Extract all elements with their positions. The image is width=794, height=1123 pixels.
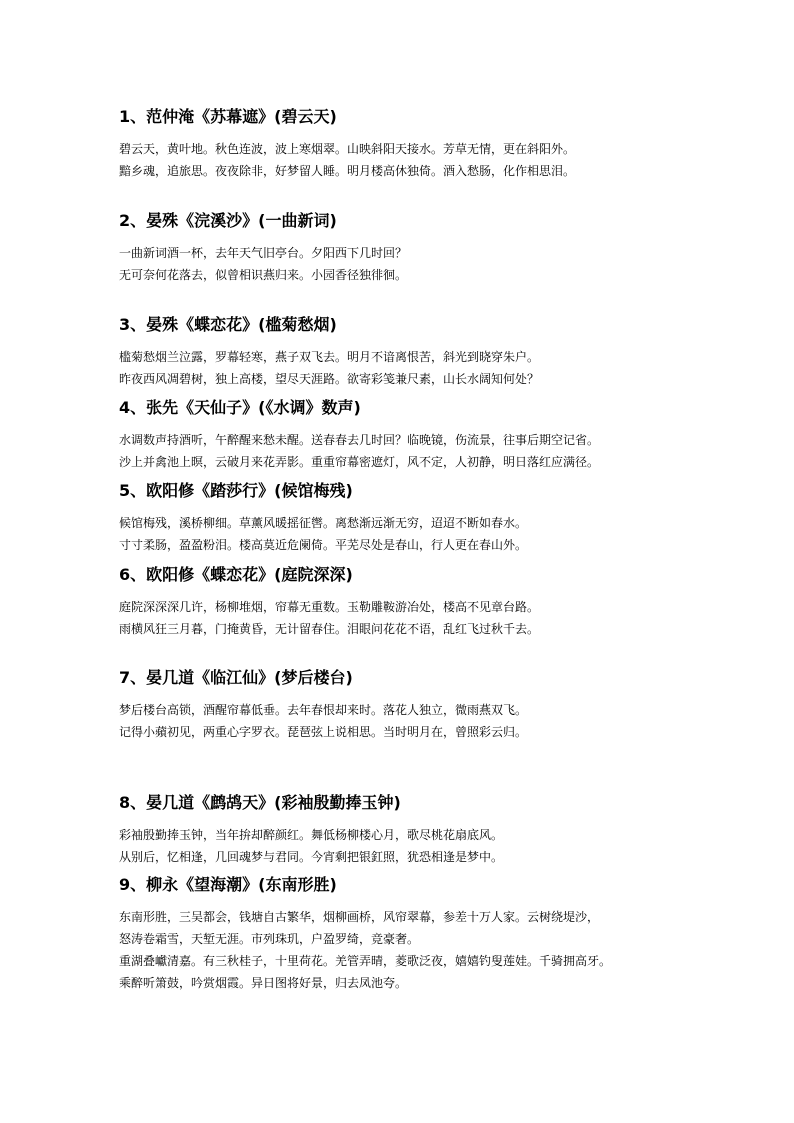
poem-line: 沙上并禽池上暝，云破月来花弄影。重重帘幕密遮灯，风不定，人初静，明日落红应满径。 xyxy=(119,455,600,469)
poem-line: 黯乡魂，追旅思。夜夜除非，好梦留人睡。明月楼高休独倚。酒入愁肠，化作相思泪。 xyxy=(119,164,576,178)
poem-line: 梦后楼台高锁，酒醒帘幕低垂。去年春恨却来时。落花人独立，微雨燕双飞。 xyxy=(119,703,528,717)
poem-line: 彩袖殷勤捧玉钟，当年拚却醉颜红。舞低杨柳楼心月，歌尽桃花扇底风。 xyxy=(119,828,504,842)
poem-line: 候馆梅残，溪桥柳细。草薰风暖摇征辔。离愁渐远渐无穷，迢迢不断如春水。 xyxy=(119,516,528,530)
poem-entry-2 xyxy=(119,210,679,286)
poem-heading: 1、范仲淹《苏幕遮》(碧云天) xyxy=(119,107,337,126)
poem-entry-6 xyxy=(119,564,679,640)
poem-heading: 2、晏殊《浣溪沙》(一曲新词) xyxy=(119,211,337,230)
poem-heading: 6、欧阳修《蝶恋花》(庭院深深) xyxy=(119,565,353,584)
poem-line: 重湖叠巘清嘉。有三秋桂子，十里荷花。羌管弄晴，菱歌泛夜，嬉嬉钓叟莲娃。千骑拥高牙。 xyxy=(119,954,612,968)
poem-heading: 8、晏几道《鹧鸪天》(彩袖殷勤捧玉钟) xyxy=(119,793,401,812)
poem-heading: 3、晏殊《蝶恋花》(槛菊愁烟) xyxy=(119,315,337,334)
poem-entry-4 xyxy=(119,397,679,473)
poem-line: 昨夜西风凋碧树，独上高楼，望尽天涯路。欲寄彩笺兼尺素，山长水阔知何处？ xyxy=(119,372,540,386)
poem-heading: 9、柳永《望海潮》(东南形胜) xyxy=(119,875,337,894)
poem-entry-8 xyxy=(119,792,679,868)
poem-line: 雨横风狂三月暮，门掩黄昏，无计留春住。泪眼问花花不语，乱红飞过秋千去。 xyxy=(119,622,540,636)
poem-entry-7 xyxy=(119,667,679,743)
poem-line: 庭院深深深几许，杨柳堆烟，帘幕无重数。玉勒雕鞍游冶处，楼高不见章台路。 xyxy=(119,600,540,614)
poem-line: 槛菊愁烟兰泣露，罗幕轻寒，燕子双飞去。明月不谙离恨苦，斜光到晓穿朱户。 xyxy=(119,350,540,364)
poem-line: 乘醉听箫鼓，吟赏烟霞。异日图将好景，归去凤池夸。 xyxy=(119,976,408,990)
poem-line: 一曲新词酒一杯，去年天气旧亭台。夕阳西下几时回？ xyxy=(119,246,408,260)
poem-line: 水调数声持酒听，午醉醒来愁未醒。送春春去几时回？临晚镜，伤流景，往事后期空记省。 xyxy=(119,433,600,447)
poem-heading: 7、晏几道《临江仙》(梦后楼台) xyxy=(119,668,353,687)
poem-line: 记得小蘋初见，两重心字罗衣。琵琶弦上说相思。当时明月在，曾照彩云归。 xyxy=(119,725,528,739)
poem-line: 碧云天，黄叶地。秋色连波，波上寒烟翠。山映斜阳天接水。芳草无情，更在斜阳外。 xyxy=(119,142,576,156)
poem-entry-1 xyxy=(119,106,679,182)
poem-line: 东南形胜，三吴都会，钱塘自古繁华，烟柳画桥，风帘翠幕，参差十万人家。云树绕堤沙， xyxy=(119,910,600,924)
poem-line: 无可奈何花落去，似曾相识燕归来。小园香径独徘徊。 xyxy=(119,268,408,282)
poem-line: 从别后，忆相逢，几回魂梦与君同。今宵剩把银釭照，犹恐相逢是梦中。 xyxy=(119,850,504,864)
poem-line: 怒涛卷霜雪，天堑无涯。市列珠玑，户盈罗绮，竞豪奢。 xyxy=(119,932,420,946)
poem-entry-3 xyxy=(119,314,679,390)
poem-entry-9 xyxy=(119,874,679,994)
poem-entry-5 xyxy=(119,480,679,556)
poem-heading: 5、欧阳修《踏莎行》(候馆梅残) xyxy=(119,481,353,500)
poem-line: 寸寸柔肠，盈盈粉泪。楼高莫近危阑倚。平芜尽处是春山，行人更在春山外。 xyxy=(119,538,528,552)
poem-heading: 4、张先《天仙子》(《水调》数声) xyxy=(119,398,361,417)
